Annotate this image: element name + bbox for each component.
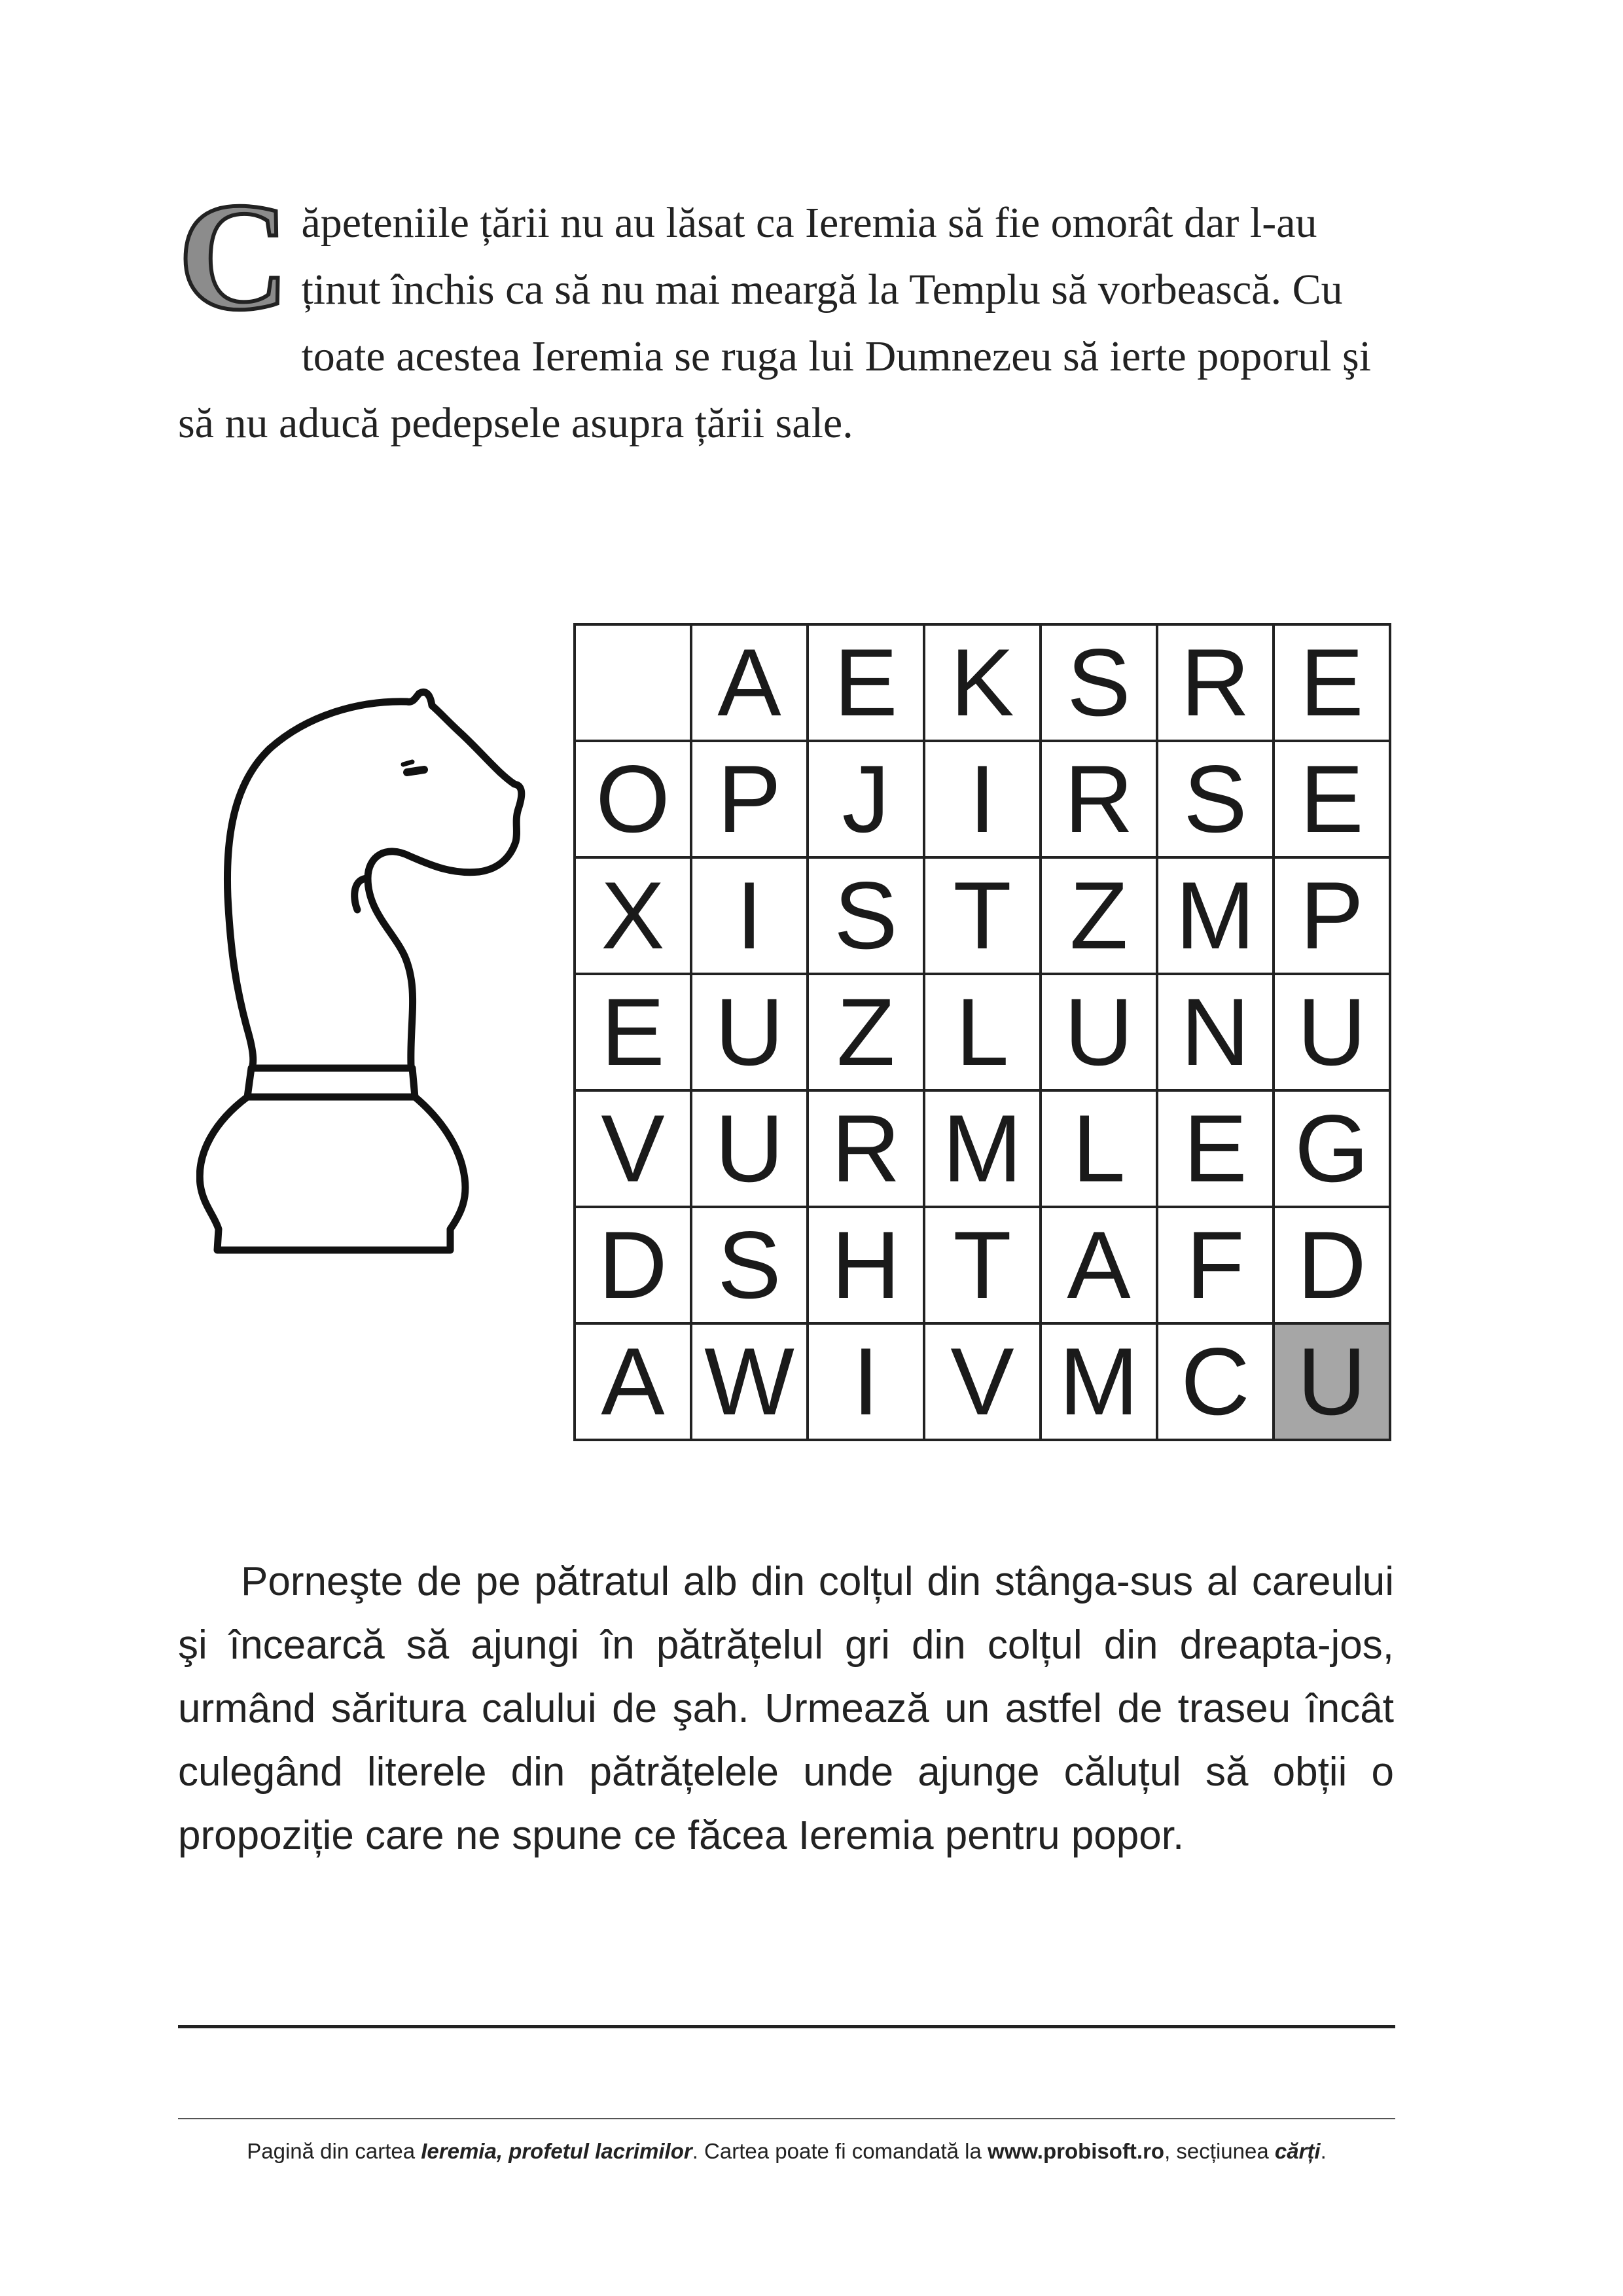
grid-cell[interactable]: W (692, 1325, 809, 1441)
grid-cell[interactable]: N (1158, 975, 1275, 1092)
grid-cell[interactable]: E (1158, 1092, 1275, 1208)
grid-cell[interactable]: H (809, 1208, 925, 1325)
grid-cell[interactable]: U (692, 1092, 809, 1208)
knight-path-grid (573, 623, 1391, 1441)
grid-cell[interactable]: E (576, 975, 692, 1092)
grid-cell[interactable]: M (925, 1092, 1042, 1208)
footer-suffix: . (1320, 2139, 1327, 2163)
grid-cell-target[interactable]: U (1275, 1325, 1391, 1441)
grid-cell[interactable]: A (692, 626, 809, 742)
grid-cell[interactable]: A (576, 1325, 692, 1441)
grid-cell[interactable]: K (925, 626, 1042, 742)
grid-cell[interactable]: I (925, 742, 1042, 859)
grid-cell[interactable]: L (925, 975, 1042, 1092)
grid-cell[interactable]: O (576, 742, 692, 859)
story-paragraph (178, 171, 1395, 457)
grid-cell[interactable]: M (1158, 859, 1275, 975)
grid-cell[interactable]: E (809, 626, 925, 742)
footer-website-link[interactable]: www.probisoft.ro (988, 2139, 1165, 2163)
grid-cell[interactable]: S (809, 859, 925, 975)
grid-cell[interactable]: R (809, 1092, 925, 1208)
grid-cell-start[interactable] (576, 626, 692, 742)
grid-cell[interactable]: D (576, 1208, 692, 1325)
grid-cell[interactable]: T (925, 859, 1042, 975)
page-footer (178, 2139, 1395, 2164)
grid-cell[interactable]: E (1275, 742, 1391, 859)
grid-cell[interactable]: X (576, 859, 692, 975)
grid-cell[interactable]: P (1275, 859, 1391, 975)
grid-cell[interactable]: A (1042, 1208, 1158, 1325)
drop-cap: C (178, 171, 290, 342)
grid-cell[interactable]: J (809, 742, 925, 859)
grid-cell[interactable]: E (1275, 626, 1391, 742)
grid-cell[interactable]: C (1158, 1325, 1275, 1441)
grid-cell[interactable]: F (1158, 1208, 1275, 1325)
footer-divider (178, 2118, 1395, 2119)
grid-cell[interactable]: Z (809, 975, 925, 1092)
story-text: ăpeteniile țării nu au lăsat ca Ieremia să fie omorât dar l-au ținut închis ca să nu mai meargă la Templu să vorbească. Cu toate acestea Ieremia se ruga lui Dumnezeu să ierte poporul şi să nu aducă pedepsele asupra țării sale. (178, 199, 1372, 447)
grid-cell[interactable]: S (1158, 742, 1275, 859)
grid-cell[interactable]: V (925, 1325, 1042, 1441)
grid-cell[interactable]: S (1042, 626, 1158, 742)
instruction-text: Porneşte de pe pătratul alb din colțul din stânga-sus al careului şi încearcă să ajungi în pătrățelul gri din colțul din dreapta-jos, urmând săritura calului de şah. Urmează un astfel de traseu încât culegând literele din pătrățelele unde ajunge căluțul să obții o propoziție care ne spune ce făcea Ieremia pentru popor. (178, 1559, 1394, 1858)
footer-middle: . Cartea poate fi comandată la (692, 2139, 988, 2163)
grid-cell[interactable]: G (1275, 1092, 1391, 1208)
grid-cell[interactable]: R (1158, 626, 1275, 742)
grid-cell[interactable]: R (1042, 742, 1158, 859)
grid-cell[interactable]: U (692, 975, 809, 1092)
grid-cell[interactable]: S (692, 1208, 809, 1325)
grid-cell[interactable]: Z (1042, 859, 1158, 975)
chess-knight-icon (196, 681, 537, 1283)
grid-cell[interactable]: U (1275, 975, 1391, 1092)
footer-section-name: cărți (1274, 2139, 1321, 2163)
grid-cell[interactable]: V (576, 1092, 692, 1208)
grid-cell[interactable]: I (809, 1325, 925, 1441)
grid-cell[interactable]: T (925, 1208, 1042, 1325)
footer-section-text: , secțiunea (1164, 2139, 1275, 2163)
grid-cell[interactable]: D (1275, 1208, 1391, 1325)
footer-book-title: Ieremia, profetul lacrimilor (421, 2139, 692, 2163)
grid-cell[interactable]: M (1042, 1325, 1158, 1441)
answer-line[interactable] (178, 2025, 1395, 2028)
grid-cell[interactable]: L (1042, 1092, 1158, 1208)
grid-cell[interactable]: I (692, 859, 809, 975)
grid-cell[interactable]: P (692, 742, 809, 859)
footer-prefix: Pagină din cartea (247, 2139, 421, 2163)
grid-cell[interactable]: U (1042, 975, 1158, 1092)
